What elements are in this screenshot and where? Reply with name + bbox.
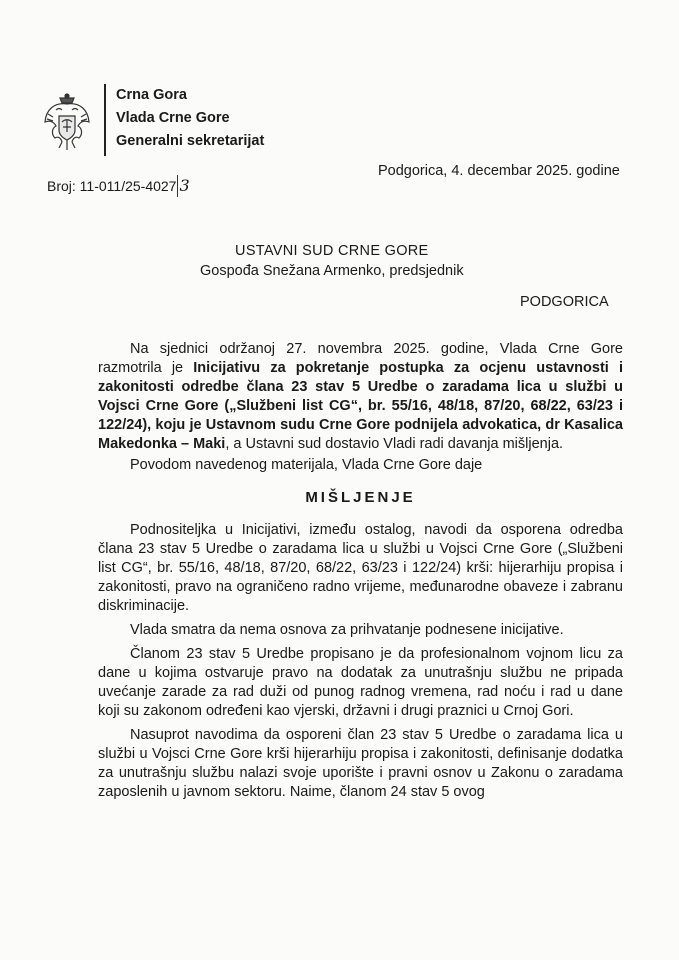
reference-number-text: Broj: 11-011/25-4027	[47, 178, 177, 194]
opinion-heading: MIŠLJENJE	[305, 489, 416, 506]
org-government: Vlada Crne Gore	[116, 110, 230, 126]
recipient-city: PODGORICA	[520, 294, 609, 310]
organization-block	[116, 84, 264, 153]
recipient-court: USTAVNI SUD CRNE GORE	[235, 243, 429, 259]
paragraph-5: Članom 23 stav 5 Uredbe propisano je da profesionalnom vojnom licu za dane u kojima ostvaruje pravo na dodatak za unutrašnju službu ne pripada uvećanje zarade za rad duži od punog radnog vremena, rad noću i rad u dane koji su zakonom određeni kao vjerski, državni i drugi praznici u Crnoj Gori.	[98, 646, 623, 719]
header-divider	[104, 84, 106, 156]
letter-body	[98, 340, 623, 802]
paragraph-1-end: , a Ustavni sud dostavio Vladi radi davanja mišljenja.	[225, 436, 564, 452]
paragraph-3: Podnositeljka u Inicijativi, između ostalog, navodi da osporena odredba člana 23 stav 5 Uredbe o zaradama lica u službi u Vojsci Crne Gore („Službeni list CG“, br. 55/16, 48/18, 87/20, 68/22, 63/23 i 122/24) krši: hijerarhiju propisa i zakonitosti, pravo na ograničeno radno vrijeme, međunarodne obaveze i zabranu diskriminacije.	[98, 522, 623, 614]
paragraph-1	[98, 340, 623, 454]
org-country: Crna Gora	[116, 87, 187, 103]
reference-number	[47, 175, 190, 197]
paragraph-4: Vlada smatra da nema osnova za prihvatanje podnesene inicijative.	[130, 622, 564, 638]
paragraph-1-bold: Inicijativu za pokretanje postupka za ocjenu ustavnosti i zakonitosti odredbe člana 23 stav 5 Uredbe o zaradama lica u službi u Vojsci Crne Gore („Službeni list CG“, br. 55/16, 48/18, 87/20, 68/22, 63/23 i 122/24), koju je Ustavnom sudu Crne Gore podnijela advokatica, dr Kasalica Makedonka – Maki	[98, 360, 623, 452]
recipient-block	[200, 241, 464, 281]
paragraph-2: Povodom navedenog materijala, Vlada Crne Gore daje	[130, 457, 483, 473]
paragraph-6: Nasuprot navodima da osporeni član 23 stav 5 Uredbe o zaradama lica u službi u Vojsci Crne Gore krši hijerarhiju propisa i zakonitosti, definisanje dodatka za unutrašnju službu nalazi svoje uporište i pravni osnov u Zakonu o zaradama zaposlenih u javnom sektoru. Naime, članom 24 stav 5 ovog	[98, 727, 623, 800]
coat-of-arms-icon	[42, 92, 92, 154]
paragraph-1-intro: Na sjednici održanoj 27. novembra 2025. godine, Vlada Crne Gore razmotrila je	[98, 341, 623, 376]
recipient-person: Gospođa Snežana Armenko, predsjednik	[200, 263, 464, 279]
handwritten-suffix: 3	[179, 176, 190, 195]
document-date: Podgorica, 4. decembar 2025. godine	[378, 163, 620, 179]
org-secretariat: Generalni sekretarijat	[116, 133, 265, 149]
